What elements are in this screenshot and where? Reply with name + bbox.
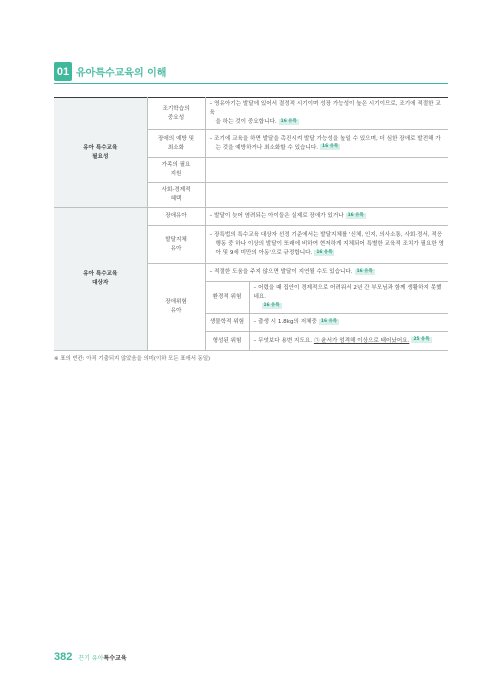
subcategory-label: 장애의 예방 및 최소화 <box>158 135 194 151</box>
description-text: – 무엇보다 용변 지도요. <box>253 337 313 344</box>
exam-tag: 16 유특 <box>280 118 297 124</box>
exam-tag: 16 유특 <box>263 302 280 308</box>
subcategory-label: 발달지체 유아 <box>165 236 187 252</box>
page-number: 382 <box>54 651 73 663</box>
description-cell <box>249 314 448 332</box>
risk-type-cell <box>205 314 249 332</box>
description-cell <box>249 332 448 351</box>
risk-type-cell <box>205 282 249 314</box>
table-row <box>54 98 448 130</box>
footnote: ※ 표의 빈칸: 아직 기출되지 않았음을 의미(이하 모든 표에서 동일) <box>54 356 211 362</box>
underlined-text: ㉠ 윤서가 엄격해 이상으로 태어났어요. <box>313 337 410 344</box>
exam-tag: 16 유특 <box>347 212 364 218</box>
subcategory-cell <box>147 130 205 158</box>
category-cell <box>54 208 147 351</box>
content-table <box>54 97 448 351</box>
footer-part: 끈기 <box>78 655 90 662</box>
description-cell <box>205 130 448 158</box>
description-cell <box>205 208 448 226</box>
exam-tag: 16 유특 <box>316 249 333 255</box>
category-label: 유아 특수교육 대상자 <box>83 271 118 286</box>
subcategory-label: 가족의 필요 지원 <box>161 162 191 177</box>
section-header <box>54 62 448 84</box>
description-text: – 조기에 교육을 하면 발달을 촉진시켜 발달 가능성을 높일 수 있으며, 더 심한 장애로 발전해 가 <box>209 135 441 142</box>
header-divider <box>54 83 448 84</box>
subcategory-cell <box>147 158 205 183</box>
subcategory-label: 장애유아 <box>165 213 187 219</box>
description-cell <box>205 264 448 282</box>
category-label: 유아 특수교육 필요성 <box>83 144 118 160</box>
exam-tag: 25 유특 <box>413 337 430 342</box>
subcategory-cell <box>147 98 205 130</box>
subcategory-label: 장애위험 유아 <box>165 299 187 314</box>
description-text: – 영유아기는 발달에 있어서 결정적 시기이며 성장 가능성이 높은 시기이므로, 조기에 적절한 교육 <box>209 101 441 116</box>
page-footer <box>54 651 127 663</box>
description-cell <box>205 226 448 264</box>
description-text: 을 하는 것이 중요합니다. <box>215 119 277 125</box>
description-text: – 출생 시 1.8kg의 저체중 <box>253 319 317 325</box>
footer-book-a: 유아 <box>91 655 104 662</box>
footer-label <box>78 653 126 662</box>
risk-type-cell <box>205 332 249 351</box>
description-cell <box>205 183 448 208</box>
subcategory-label: 사회-경제적 혜택 <box>161 187 191 202</box>
subcategory-cell <box>147 183 205 208</box>
description-text: – 어렸을 때 집안이 경제적으로 어려워서 2년 간 부모님과 함께 생활하지 못했네요. <box>253 285 442 300</box>
description-text: 는 것을 예방하거나 최소화할 수 있습니다. <box>215 144 319 151</box>
footer-book-b: 특수교육 <box>103 655 127 662</box>
risk-type-label: 형성된 위험 <box>212 337 242 344</box>
subcategory-label: 조기학습의 중요성 <box>162 105 190 121</box>
section-title: 유아특수교육의 이해 <box>76 68 167 79</box>
description-text: 아 및 9세 미만의 아동'으로 규정합니다. <box>215 250 313 256</box>
description-cell <box>205 98 448 130</box>
risk-type-label: 생물학적 위험 <box>209 319 245 325</box>
description-text: – 적절한 도움을 주지 않으면 발달이 지연될 수도 있습니다. <box>209 269 353 275</box>
exam-tag: 16 유특 <box>320 318 338 324</box>
subcategory-cell <box>147 264 205 351</box>
description-tag-line <box>254 303 282 309</box>
table-row <box>54 208 448 226</box>
subcategory-cell <box>147 226 205 264</box>
exam-tag: 16 유특 <box>322 144 339 149</box>
description-cell <box>249 282 448 314</box>
subcategory-cell <box>147 208 205 226</box>
category-cell <box>54 98 147 208</box>
description-text: 행동 중 하나 이상의 발달이 또래에 비하여 현저하게 지체되어 특별한 교육적 조치가 필요한 영 <box>215 241 444 247</box>
description-text: – 장특법의 특수교육 대상자 선정 기준에서는 발달지체를 '신체, 인지, 의사소통, 사회·정서, 적응 <box>209 232 443 238</box>
exam-tag: 16 유특 <box>356 268 373 274</box>
risk-type-label: 환경적 위험 <box>212 294 242 300</box>
description-cell <box>205 158 448 183</box>
description-text: – 발달이 늦어 염려되는 아이들은 실제로 장애가 있거나 <box>209 213 344 219</box>
section-number-badge: 01 <box>54 62 72 81</box>
